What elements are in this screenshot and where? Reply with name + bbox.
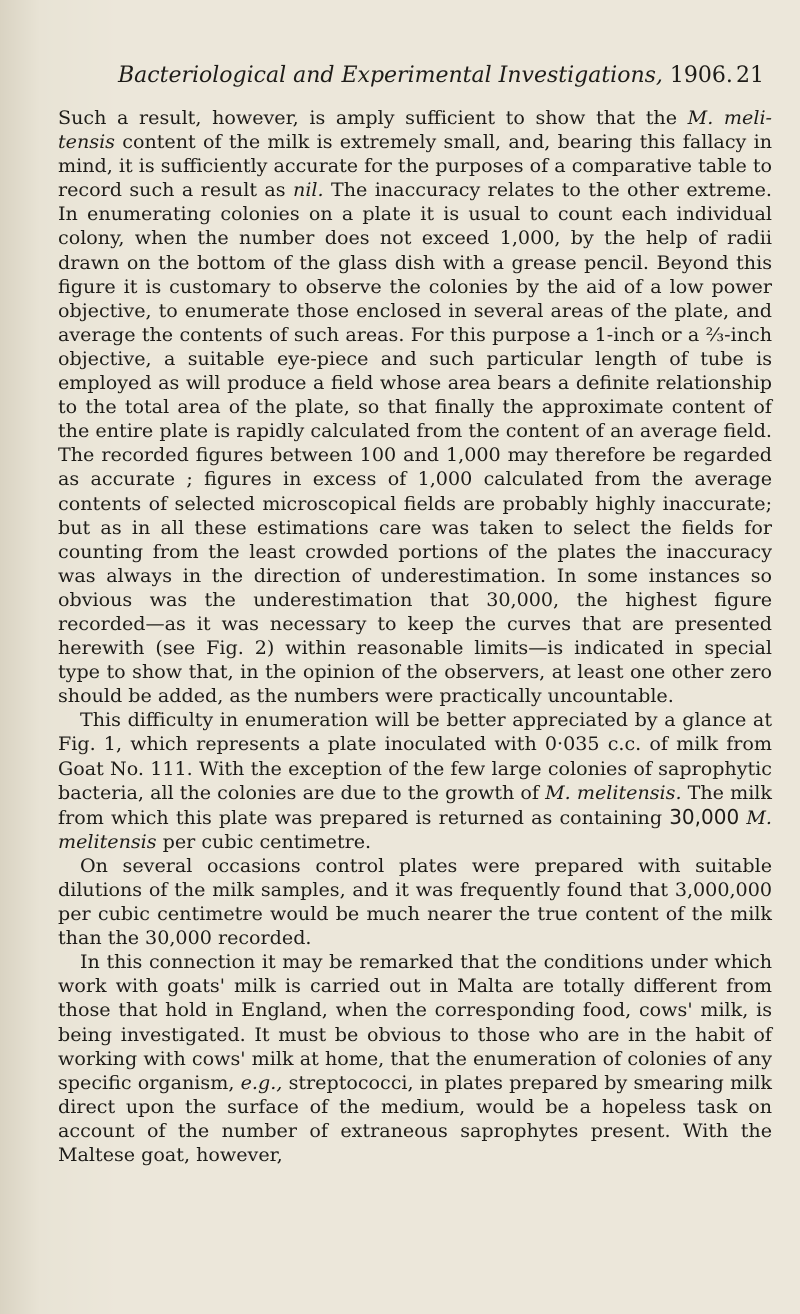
page-number: 21 xyxy=(736,63,764,88)
species-name: M. melitensis xyxy=(58,805,772,853)
paragraph-1 xyxy=(58,106,772,708)
text-run: The inaccuracy relates to the other extreme. In enumerating colonies on a plate it is usual to count each individual colony, when the number does not exceed 1,000, by the help of radii drawn on the bottom of the glass dish with a grease pencil. Beyond this figure it is customary to observe the colonies by the aid of a low power objective, to enumerate those enclosed in several areas of the plate, and average the contents of such areas. For this purpose a 1-inch or a ⅔-inch objective, a suitable eye-piece and such particular length of tube is employed as will produce a field whose area bears a definite relationship to the total area of the plate, so that finally the approximate content of the entire plate is rapidly calculated from the content of an average field. The recorded figures between 100 and 1,000 may therefore be regarded as accurate ; figures in excess of 1,000 calculated from the average contents of selected microscopical fields are probably highly inaccurate; but as in all these estimations care was taken to select the fields for counting from the least crowded portions of the plates the inaccuracy was always in the direction of underestimation. In some instances so obvious was the underestimation that 30,000, the highest figure recorded—as it was necessary to keep the curves that are presented herewith (see Fig. 2) within reasonable limits—is indicated in special type to show that, in the opinion of the observers, at least one other zero should be added, as the numbers were practically uncountable. xyxy=(58,178,772,708)
text-run: Such a result, however, is amply sufficient to show that the xyxy=(58,106,688,129)
paragraph-2 xyxy=(58,708,772,854)
running-title-year: 1906. xyxy=(669,63,733,88)
text-run: streptococci, in plates prepared by smearing milk direct upon the surface of the medium, would be a hopeless task on account of the number of extraneous saprophytes present. With the Maltese goat, however, xyxy=(58,1070,772,1167)
text-run: The milk from which this plate was prepared is returned as containing xyxy=(58,780,772,829)
italic-term: nil. xyxy=(293,178,324,202)
running-title xyxy=(118,60,733,92)
italic-term: e.g., xyxy=(240,1070,283,1094)
species-name: M. melitensis. xyxy=(545,780,682,804)
text-run: On several occasions control plates were prepared with suitable dilutions of the milk samples, and it was frequently found that 3,000,000 per cubic centimetre would be much nearer the true content of the milk than the 30,000 recorded. xyxy=(58,853,772,950)
text-run: content of the milk is extremely small, and, bearing this fallacy in mind, it is sufficiently accurate for the purposes of a comparative table to record such a result as xyxy=(58,130,772,202)
paragraph-3 xyxy=(58,854,772,950)
special-type-number: 30,000 xyxy=(669,804,740,829)
text-run: per cubic centimetre. xyxy=(156,829,372,853)
running-header xyxy=(118,60,764,92)
body-text xyxy=(58,106,772,1167)
running-title-text: Bacteriological and Experimental Investigations, xyxy=(118,63,663,88)
text-run: This difficulty in enumeration will be better appreciated by a glance at Fig. 1, which represents a plate inoculated with 0·035 c.c. of milk from Goat No. 111. With the exception of the few large colonies of saprophytic bacteria, all the colonies are due to the growth of xyxy=(58,708,772,804)
species-name: M. meli-tensis xyxy=(58,106,772,154)
paragraph-4 xyxy=(58,950,772,1167)
text-run: In this connection it may be remarked that the conditions under which work with goats' milk is carried out in Malta are totally different from those that hold in England, when the corresponding food, cows' milk, is being investigated. It must be obvious to those who are in the habit of working with cows' milk at home, that the enumeration of colonies of any specific organism, xyxy=(58,950,772,1094)
